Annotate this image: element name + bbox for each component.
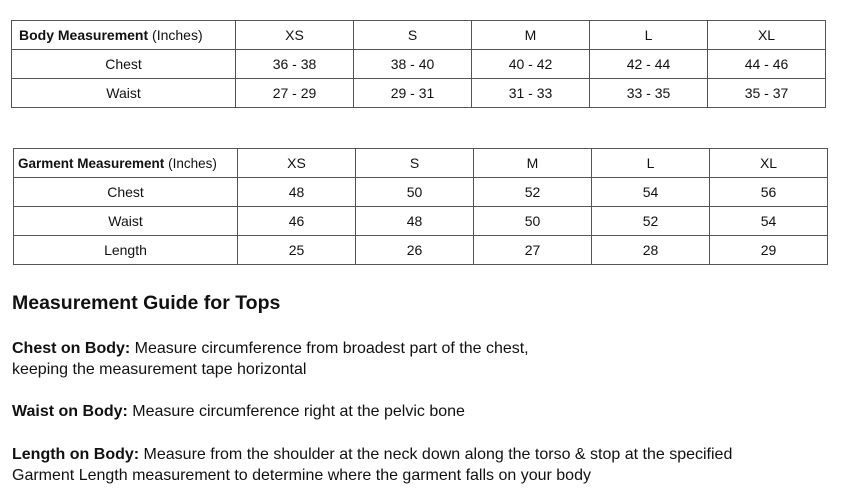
size-header-xl: XL — [710, 149, 828, 178]
size-header-xs: XS — [238, 149, 356, 178]
table-cell: 28 — [592, 236, 710, 265]
table-header-label: Garment Measurement (Inches) — [14, 149, 238, 178]
size-header-l: L — [592, 149, 710, 178]
table-cell: 54 — [710, 207, 828, 236]
size-header-s: S — [354, 21, 472, 50]
guide-item-length — [12, 444, 847, 486]
guide-line — [12, 401, 847, 422]
table-cell: 33 - 35 — [590, 79, 708, 108]
size-header-l: L — [590, 21, 708, 50]
table-cell: 29 — [710, 236, 828, 265]
table-header-row — [12, 21, 826, 50]
table-cell: 48 — [238, 178, 356, 207]
table-cell: 50 — [356, 178, 474, 207]
guide-text: Measure circumference from broadest part of the chest, — [134, 340, 529, 357]
table-cell: 52 — [474, 178, 592, 207]
guide-title: Measurement Guide for Tops — [12, 292, 281, 314]
size-header-m: M — [472, 21, 590, 50]
guide-text: keeping the measurement tape horizontal — [12, 361, 307, 378]
table-cell: 48 — [356, 207, 474, 236]
table-cell: 56 — [710, 178, 828, 207]
table-cell: 26 — [356, 236, 474, 265]
size-header-xs: XS — [236, 21, 354, 50]
table-cell: 40 - 42 — [472, 50, 590, 79]
row-label: Waist — [12, 79, 236, 108]
table-row — [14, 236, 828, 265]
guide-line — [12, 444, 847, 465]
size-header-m: M — [474, 149, 592, 178]
row-label: Chest — [14, 178, 238, 207]
table-row — [12, 79, 826, 108]
table-header-label: Body Measurement (Inches) — [12, 21, 236, 50]
row-label: Chest — [12, 50, 236, 79]
table-cell: 29 - 31 — [354, 79, 472, 108]
body-measurement-table — [11, 20, 826, 108]
table-row — [14, 178, 828, 207]
table-cell: 31 - 33 — [472, 79, 590, 108]
table-row — [12, 50, 826, 79]
size-header-xl: XL — [708, 21, 826, 50]
table-cell: 42 - 44 — [590, 50, 708, 79]
guide-text: Measure from the shoulder at the neck down along the torso & stop at the specified — [143, 446, 733, 463]
table-cell: 27 — [474, 236, 592, 265]
table-cell: 25 — [238, 236, 356, 265]
table-cell: 52 — [592, 207, 710, 236]
table-cell: 36 - 38 — [236, 50, 354, 79]
size-header-s: S — [356, 149, 474, 178]
guide-item-waist — [12, 401, 847, 422]
guide-text: Measure circumference right at the pelvic bone — [132, 403, 465, 420]
table-cell: 46 — [238, 207, 356, 236]
guide-text: Garment Length measurement to determine where the garment falls on your body — [12, 467, 591, 484]
table-header-row — [14, 149, 828, 178]
table-cell: 35 - 37 — [708, 79, 826, 108]
guide-term: Chest on Body: — [12, 340, 131, 357]
table-cell: 27 - 29 — [236, 79, 354, 108]
table-row — [14, 207, 828, 236]
row-label: Waist — [14, 207, 238, 236]
table-cell: 44 - 46 — [708, 50, 826, 79]
garment-measurement-table — [13, 148, 828, 265]
table-cell: 54 — [592, 178, 710, 207]
table-cell: 50 — [474, 207, 592, 236]
guide-term: Waist on Body: — [12, 403, 128, 420]
guide-term: Length on Body: — [12, 446, 140, 463]
row-label: Length — [14, 236, 238, 265]
guide-item-chest — [12, 338, 847, 380]
guide-line — [12, 338, 847, 359]
table-cell: 38 - 40 — [354, 50, 472, 79]
